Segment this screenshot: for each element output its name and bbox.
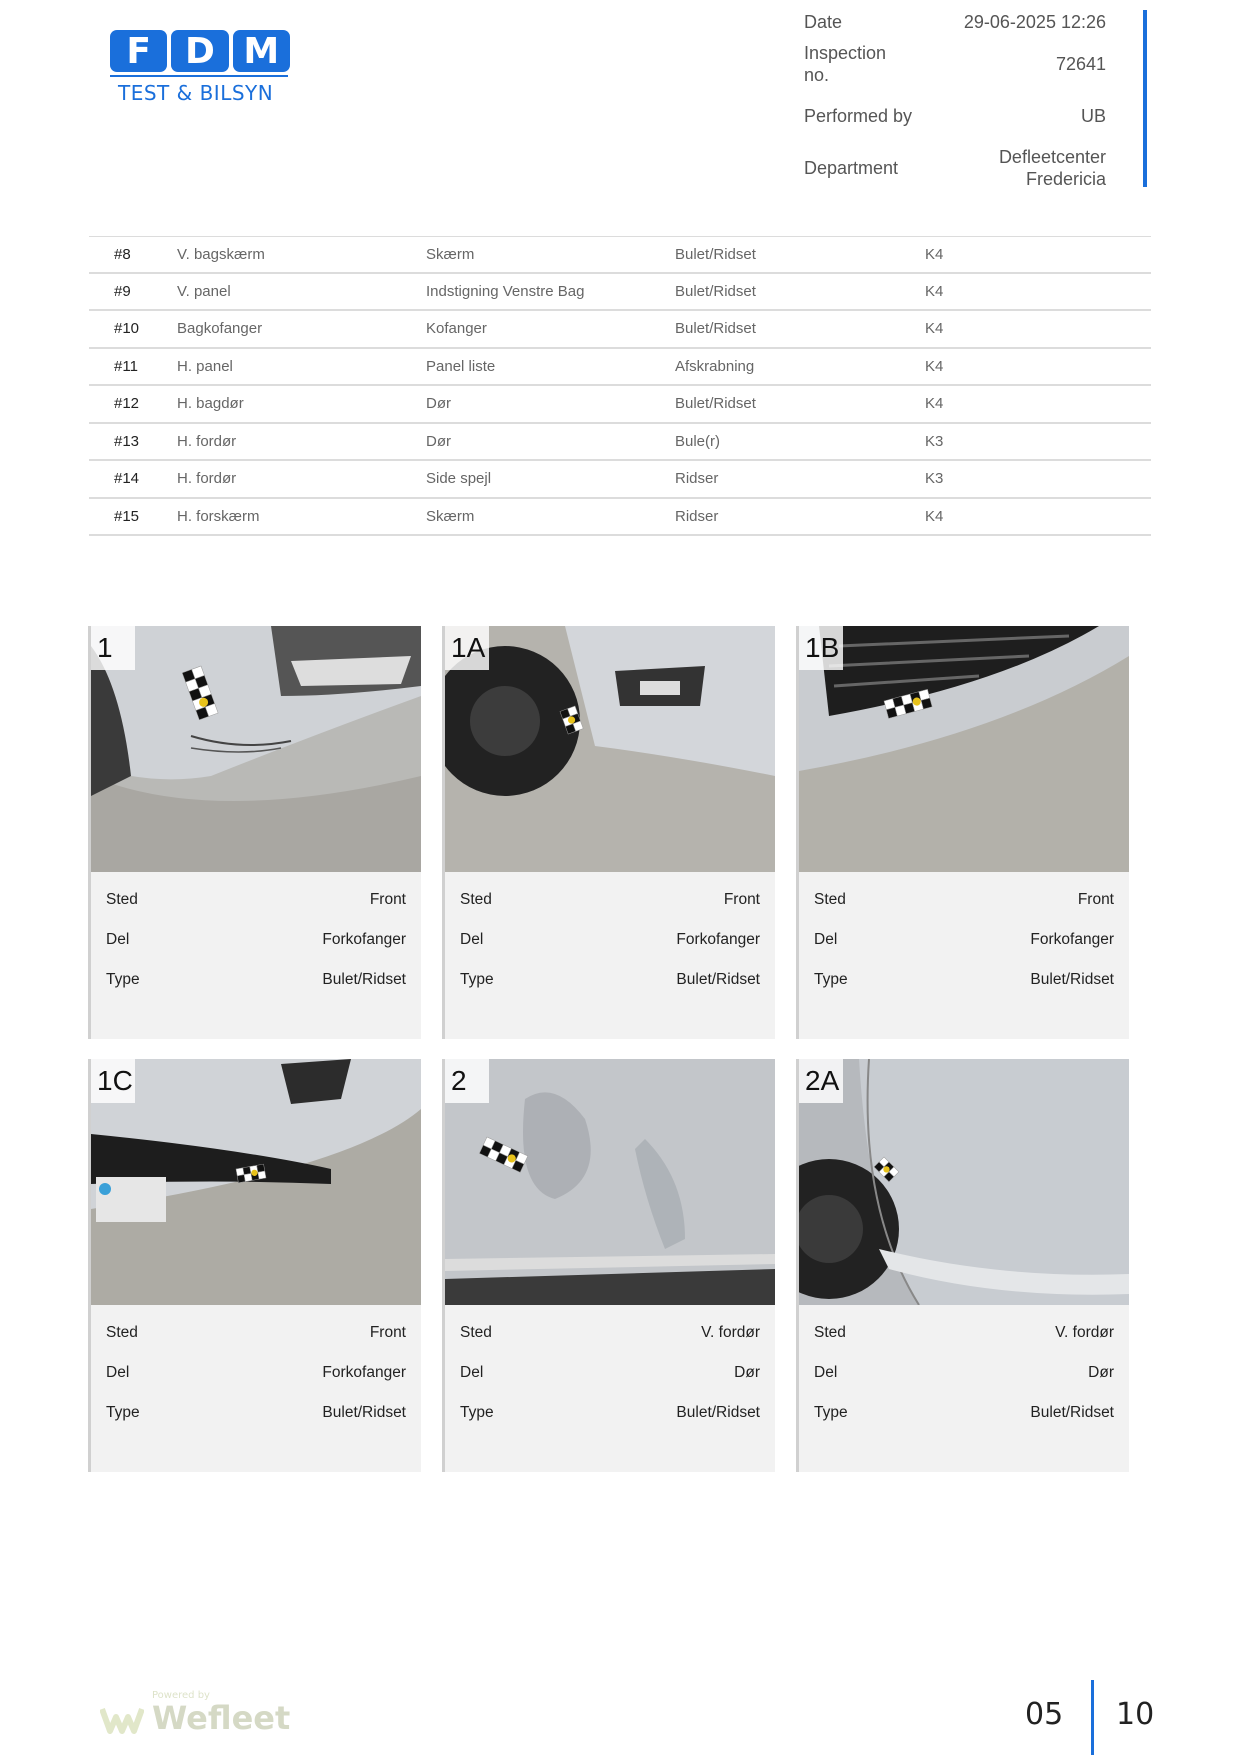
page-total: 10 (1116, 1697, 1155, 1732)
meta-label: Performed by (804, 106, 913, 126)
photo-tag: 2 (445, 1059, 489, 1103)
meta-row-department (804, 146, 1106, 190)
damage-photo[interactable] (799, 626, 1129, 872)
meta-label: Inspection no. (804, 43, 887, 85)
meta-row-inspection (804, 42, 1106, 86)
detail-row (460, 960, 760, 1000)
damage-number: #9 (114, 282, 131, 300)
detail-label: Sted (106, 1324, 138, 1341)
damage-location: H. fordør (177, 432, 237, 450)
logo-letters (110, 30, 290, 72)
damage-location: H. forskærm (177, 507, 260, 525)
damage-number: #15 (114, 507, 140, 525)
page-divider (1091, 1680, 1094, 1755)
detail-value: Front (369, 1324, 406, 1341)
meta-label: Department (804, 158, 899, 178)
damage-class: K4 (925, 507, 944, 525)
detail-row (460, 880, 760, 920)
damage-part: Kofanger (426, 320, 487, 338)
detail-value: Bulet/Ridset (676, 1404, 760, 1421)
detail-row (106, 960, 406, 1000)
damage-class: K4 (925, 395, 944, 413)
detail-value: Bulet/Ridset (1030, 1404, 1114, 1421)
damage-location: Bagkofanger (177, 320, 263, 338)
damage-type: Bulet/Ridset (675, 245, 756, 263)
detail-label: Del (106, 931, 130, 948)
damage-class: K3 (925, 432, 944, 450)
card-details (445, 872, 775, 1000)
damage-table (89, 236, 1151, 536)
meta-row-date (804, 10, 1106, 34)
damage-photo[interactable] (445, 626, 775, 872)
detail-row (460, 1393, 760, 1433)
meta-value: Defleetcenter Fredericia (998, 147, 1106, 189)
damage-type: Ridser (675, 470, 719, 488)
detail-value: Forkofanger (322, 931, 406, 948)
damage-photo[interactable] (445, 1059, 775, 1305)
detail-value: Front (1077, 891, 1114, 908)
fdm-logo (110, 30, 290, 105)
meta-row-performed (804, 94, 1106, 138)
card-details (91, 1305, 421, 1433)
detail-label: Type (814, 1404, 848, 1421)
wefleet-icon (100, 1705, 144, 1735)
detail-label: Type (814, 971, 848, 988)
detail-row (460, 920, 760, 960)
detail-label: Type (106, 1404, 140, 1421)
detail-label: Sted (814, 1324, 846, 1341)
damage-type: Bulet/Ridset (675, 282, 756, 300)
table-row (89, 274, 1151, 312)
powered-by-label: Powered by (152, 1690, 210, 1701)
detail-label: Sted (460, 1324, 492, 1341)
photo-tag: 1A (445, 626, 489, 670)
detail-value: Bulet/Ridset (676, 971, 760, 988)
detail-row (106, 880, 406, 920)
detail-value: V. fordør (701, 1324, 760, 1341)
table-row (89, 349, 1151, 387)
meta-value: 72641 (1055, 54, 1106, 74)
damage-card (442, 1059, 775, 1472)
detail-value: Front (369, 891, 406, 908)
damage-class: K4 (925, 282, 944, 300)
detail-value: Bulet/Ridset (322, 971, 406, 988)
detail-row (814, 1393, 1114, 1433)
damage-card (796, 626, 1129, 1039)
detail-row (814, 1353, 1114, 1393)
damage-card (796, 1059, 1129, 1472)
meta-value: 29-06-2025 12:26 (963, 12, 1106, 32)
damage-number: #12 (114, 395, 140, 413)
damage-type: Bulet/Ridset (675, 395, 756, 413)
photo-tag: 1C (91, 1059, 135, 1103)
damage-class: K4 (925, 320, 944, 338)
damage-number: #13 (114, 432, 140, 450)
detail-row (106, 1353, 406, 1393)
damage-class: K4 (925, 357, 944, 375)
detail-value: Bulet/Ridset (1030, 971, 1114, 988)
detail-row (814, 1313, 1114, 1353)
damage-part: Skærm (426, 245, 475, 263)
card-details (799, 872, 1129, 1000)
photo-tag: 2A (799, 1059, 843, 1103)
logo-letter: F (110, 30, 167, 72)
damage-part: Side spejl (426, 470, 492, 488)
detail-value: Forkofanger (1030, 931, 1114, 948)
damage-part: Panel liste (426, 357, 496, 375)
detail-row (106, 1393, 406, 1433)
detail-label: Type (460, 971, 494, 988)
table-row (89, 386, 1151, 424)
table-row (89, 424, 1151, 462)
detail-row (460, 1353, 760, 1393)
damage-class: K4 (925, 245, 944, 263)
table-row (89, 499, 1151, 537)
detail-row (460, 1313, 760, 1353)
wefleet-wordmark: Wefleet (152, 1699, 291, 1737)
detail-label: Sted (460, 891, 492, 908)
detail-value: Dør (1088, 1364, 1114, 1381)
damage-location: V. panel (177, 282, 231, 300)
detail-row (814, 880, 1114, 920)
detail-value: Dør (734, 1364, 760, 1381)
detail-value: V. fordør (1055, 1324, 1114, 1341)
meta-accent-bar (1143, 10, 1147, 187)
detail-row (814, 920, 1114, 960)
photo-tag: 1B (799, 626, 843, 670)
meta-label: Date (804, 12, 843, 32)
damage-part: Dør (426, 395, 451, 413)
detail-label: Del (106, 1364, 130, 1381)
damage-location: H. panel (177, 357, 233, 375)
detail-value: Bulet/Ridset (322, 1404, 406, 1421)
inspection-meta (804, 10, 1106, 198)
card-details (799, 1305, 1129, 1433)
photo-tag: 1 (91, 626, 135, 670)
table-row (89, 311, 1151, 349)
damage-card (88, 1059, 421, 1472)
damage-type: Afskrabning (675, 357, 755, 375)
damage-number: #10 (114, 320, 140, 338)
damage-part: Dør (426, 432, 451, 450)
logo-rule (110, 75, 288, 77)
damage-location: H. fordør (177, 470, 237, 488)
damage-photo[interactable] (91, 626, 421, 872)
damage-type: Ridser (675, 507, 719, 525)
damage-photo[interactable] (799, 1059, 1129, 1305)
detail-label: Del (460, 1364, 484, 1381)
damage-number: #11 (114, 357, 138, 375)
damage-part: Indstigning Venstre Bag (426, 282, 585, 300)
wefleet-logo (100, 1690, 290, 1735)
detail-label: Sted (814, 891, 846, 908)
damage-photo[interactable] (91, 1059, 421, 1305)
logo-letter: D (171, 30, 228, 72)
detail-label: Del (814, 1364, 838, 1381)
detail-row (106, 1313, 406, 1353)
table-row (89, 236, 1151, 274)
damage-card (442, 626, 775, 1039)
card-details (91, 872, 421, 1000)
detail-row (814, 960, 1114, 1000)
damage-card (88, 626, 421, 1039)
card-details (445, 1305, 775, 1433)
damage-class: K3 (925, 470, 944, 488)
detail-label: Type (460, 1404, 494, 1421)
damage-location: H. bagdør (177, 395, 244, 413)
detail-row (106, 920, 406, 960)
damage-location: V. bagskærm (177, 245, 265, 263)
detail-value: Front (723, 891, 760, 908)
damage-number: #14 (114, 470, 140, 488)
meta-value: UB (1080, 106, 1106, 126)
detail-value: Forkofanger (322, 1364, 406, 1381)
logo-subtitle: TEST & BILSYN (118, 81, 274, 105)
page-current: 05 (1025, 1697, 1064, 1732)
detail-label: Sted (106, 891, 138, 908)
detail-value: Forkofanger (676, 931, 760, 948)
damage-type: Bulet/Ridset (675, 320, 756, 338)
detail-label: Type (106, 971, 140, 988)
logo-letter: M (233, 30, 290, 72)
damage-number: #8 (114, 245, 131, 263)
detail-label: Del (814, 931, 838, 948)
damage-part: Skærm (426, 507, 475, 525)
damage-type: Bule(r) (675, 432, 721, 450)
table-row (89, 461, 1151, 499)
detail-label: Del (460, 931, 484, 948)
